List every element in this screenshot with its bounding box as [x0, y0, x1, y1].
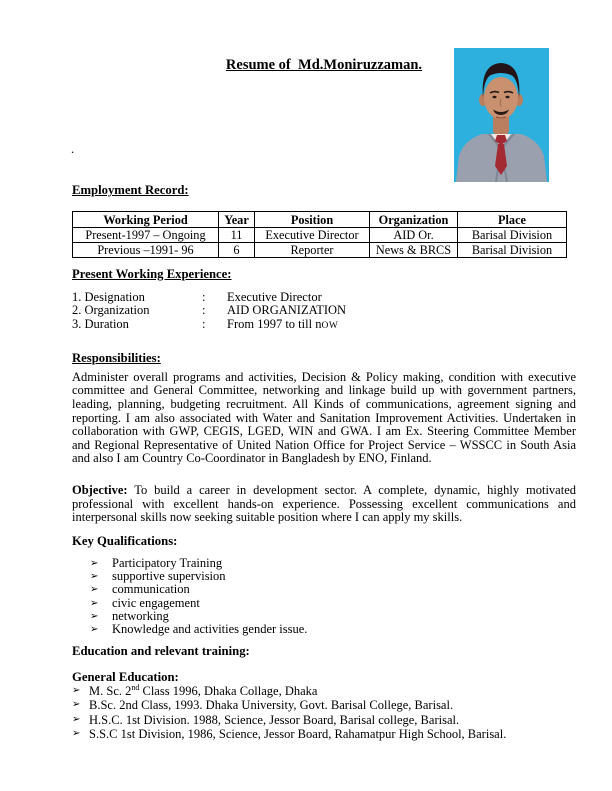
cell-position: Executive Director	[255, 228, 370, 243]
responsibilities-heading: Responsibilities:	[72, 350, 161, 365]
cell-year: 6	[219, 243, 255, 258]
list-item	[72, 713, 576, 728]
duration-row	[72, 318, 576, 333]
list-item	[90, 610, 576, 623]
general-education-heading: General Education:	[72, 669, 179, 684]
cell-place: Barisal Division	[458, 228, 567, 243]
arrow-bullet-icon: ➢	[72, 699, 81, 711]
objective-text: To build a career in development sector. A complete, dynamic, highly motivated professional with excellent hands-on experience. Possessing excellent communications and interpersonal skills now seeking suitable position where I can apply my skills.	[72, 483, 576, 525]
duration-label: 3. Duration	[72, 316, 129, 331]
list-item-text: supportive supervision	[112, 569, 226, 584]
arrow-bullet-icon: ➢	[90, 571, 99, 583]
separator: :	[202, 316, 206, 331]
cell-place: Barisal Division	[458, 243, 567, 258]
table-row	[73, 243, 567, 258]
arrow-bullet-icon: ➢	[72, 713, 81, 725]
col-organization: Organization	[370, 212, 458, 228]
list-item	[90, 557, 576, 570]
present-experience-list	[72, 291, 576, 333]
arrow-bullet-icon: ➢	[72, 728, 81, 740]
list-item-text: networking	[112, 609, 169, 624]
list-item-text: Knowledge and activities gender issue.	[112, 622, 308, 637]
cell-position: Reporter	[255, 243, 370, 258]
organization-label: 2. Organization	[72, 303, 150, 318]
duration-value: From 1997 to till nOW	[227, 316, 339, 331]
separator: :	[202, 290, 206, 304]
table-row	[73, 228, 567, 243]
key-qualifications-list	[72, 557, 576, 637]
designation-label: 1. Designation	[72, 290, 145, 304]
arrow-bullet-icon: ➢	[90, 611, 99, 623]
designation-row	[72, 291, 576, 304]
employment-table	[72, 211, 567, 258]
col-working-period: Working Period	[73, 212, 219, 228]
separator: :	[202, 303, 206, 318]
arrow-bullet-icon: ➢	[90, 597, 99, 609]
arrow-bullet-icon: ➢	[90, 557, 99, 569]
list-item-text: M. Sc. 2nd Class 1996, Dhaka Collage, Dhaka	[89, 682, 318, 698]
stray-dot: .	[71, 142, 75, 156]
page-title: Resume of Md.Moniruzzaman.	[225, 57, 423, 73]
table-header-row	[73, 212, 567, 228]
list-item-text: S.S.C 1st Division, 1986, Science, Jessor Board, Rahamatpur High School, Barisal.	[89, 727, 507, 742]
portrait-illustration	[454, 48, 549, 182]
list-item-text: civic engagement	[112, 595, 200, 610]
list-item	[90, 623, 576, 636]
education-training-heading: Education and relevant training:	[72, 643, 250, 658]
cell-working-period: Present-1997 – Ongoing	[73, 228, 219, 243]
objective-paragraph	[72, 484, 576, 525]
list-item	[72, 684, 576, 699]
designation-value: Executive Director	[227, 290, 322, 304]
cell-working-period: Previous –1991- 96	[73, 243, 219, 258]
list-item	[90, 597, 576, 610]
organization-row	[72, 304, 576, 317]
ordinal-superscript: nd	[131, 682, 140, 692]
list-item-text: B.Sc. 2nd Class, 1993. Dhaka University, Govt. Barisal College, Barisal.	[89, 698, 454, 713]
responsibilities-paragraph: Administer overall programs and activities, Decision & Policy making, condition with executive committee and General Committee, networking and linkage build up with government partners, leading, planning, budgeting recruitment. All Kinds of communications, agreement signing and reporting. I am also associated with Water and Sanitation Improvement Activities. Undertaken in collaboration with GWP, CEGIS, LGED, WIN and GWA. I am Ex. Steering Committee Member and Regional Representative of United Nation Office for Project Service – WSSCC in South Asia and also I am Country Co-Coordinator in Bangladesh by ENO, Finland.	[72, 369, 576, 466]
key-qualifications-heading: Key Qualifications:	[72, 533, 178, 548]
list-item-text: communication	[112, 582, 190, 597]
col-place: Place	[458, 212, 567, 228]
portrait-photo	[454, 48, 549, 182]
organization-value: AID ORGANIZATION	[227, 303, 347, 318]
col-year: Year	[219, 212, 255, 228]
arrow-bullet-icon: ➢	[72, 684, 81, 696]
objective-label: Objective:	[72, 483, 128, 498]
list-item-text: Participatory Training	[112, 555, 223, 570]
present-experience-heading: Present Working Experience:	[72, 267, 232, 281]
general-education-list	[72, 684, 576, 742]
arrow-bullet-icon: ➢	[90, 584, 99, 596]
list-item-text: H.S.C. 1st Division. 1988, Science, Jessor Board, Barisal college, Barisal.	[89, 712, 460, 727]
arrow-bullet-icon: ➢	[90, 624, 99, 636]
list-item	[90, 570, 576, 583]
cell-organization: News & BRCS	[370, 243, 458, 258]
list-item	[72, 727, 576, 742]
duration-value-caps: OW	[321, 320, 339, 331]
list-item	[72, 698, 576, 713]
col-position: Position	[255, 212, 370, 228]
cell-organization: AID Or.	[370, 228, 458, 243]
cell-year: 11	[219, 228, 255, 243]
employment-record-heading: Employment Record:	[72, 183, 189, 197]
list-item	[90, 583, 576, 596]
